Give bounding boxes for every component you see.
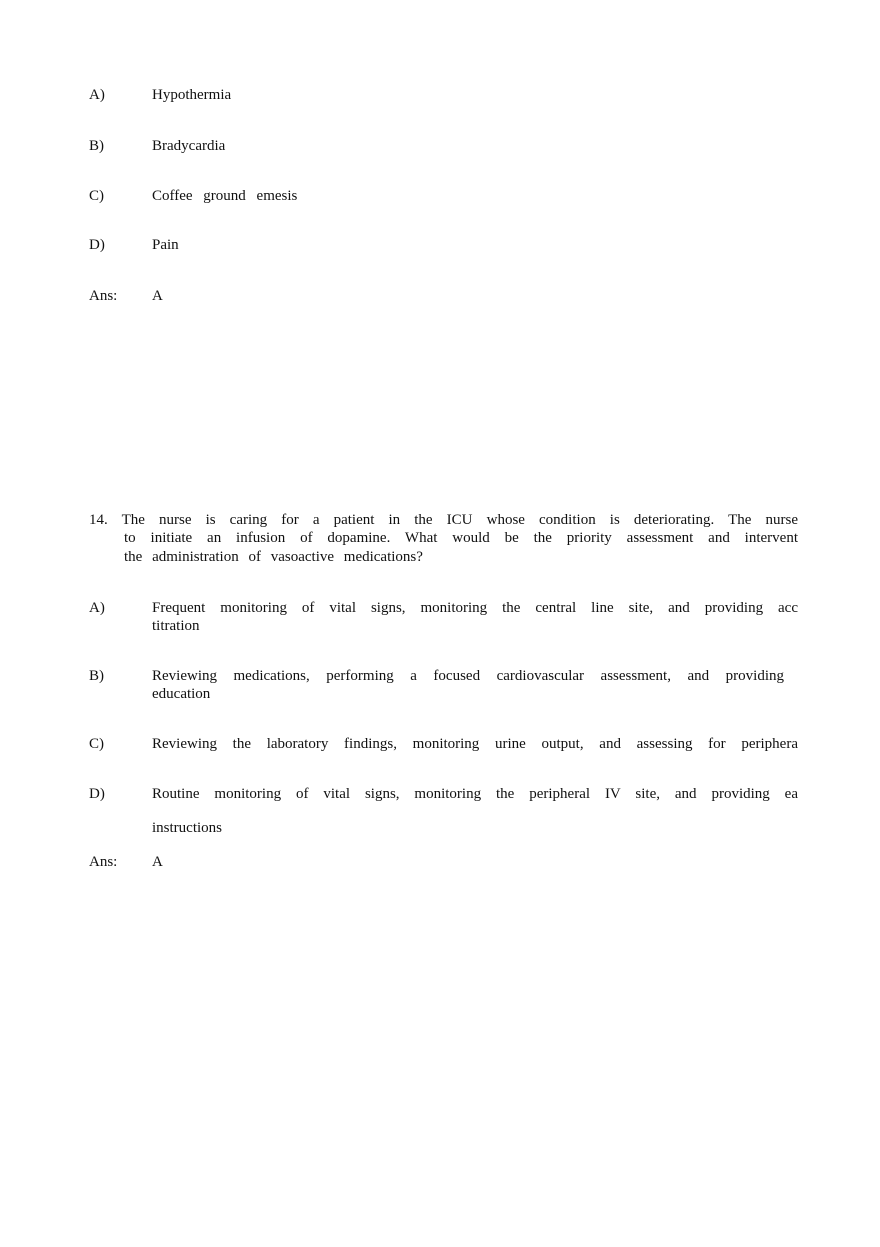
q14-option-a-line-2: titration <box>152 618 200 634</box>
q13-option-c-text: Coffee ground emesis <box>152 188 298 204</box>
q13-option-a-text: Hypothermia <box>152 87 232 103</box>
q14-option-b-line-1: Reviewing medications, performing a focused cardiovascular assessment, and providing <box>152 668 784 684</box>
q14-option-b-line-2: education <box>152 686 211 702</box>
q14-option-a-line-1: Frequent monitoring of vital signs, monitoring the central line site, and providing acc <box>152 600 798 616</box>
q14-stem-line-3: the administration of vasoactive medications? <box>124 549 423 565</box>
q13-option-d-text: Pain <box>152 237 179 253</box>
q14-option-d-letter: D) <box>89 786 105 802</box>
q14-option-d-line-1: Routine monitoring of vital signs, monitoring the peripheral IV site, and providing ea <box>152 786 798 802</box>
q13-option-d-letter: D) <box>89 237 105 253</box>
q14-option-c-letter: C) <box>89 736 104 752</box>
q14-option-a-letter: A) <box>89 600 105 616</box>
q13-answer-label: Ans: <box>89 288 118 304</box>
q14-option-b-letter: B) <box>89 668 104 684</box>
q14-answer-label: Ans: <box>89 854 118 870</box>
q14-answer-value: A <box>152 854 163 870</box>
q14-option-c-line-1: Reviewing the laboratory findings, monitoring urine output, and assessing for periphera <box>152 736 798 752</box>
q13-option-b-text: Bradycardia <box>152 138 226 154</box>
q13-answer-value: A <box>152 288 163 304</box>
q14-stem-line-2: to initiate an infusion of dopamine. What would be the priority assessment and intervent <box>124 530 798 546</box>
q14-option-d-line-2: instructions <box>152 820 222 836</box>
q14-stem-line-1: 14. The nurse is caring for a patient in the ICU whose condition is deteriorating. The nurse <box>89 512 798 528</box>
q13-option-b-letter: B) <box>89 138 104 154</box>
q13-option-c-letter: C) <box>89 188 104 204</box>
q13-option-a-letter: A) <box>89 87 105 103</box>
